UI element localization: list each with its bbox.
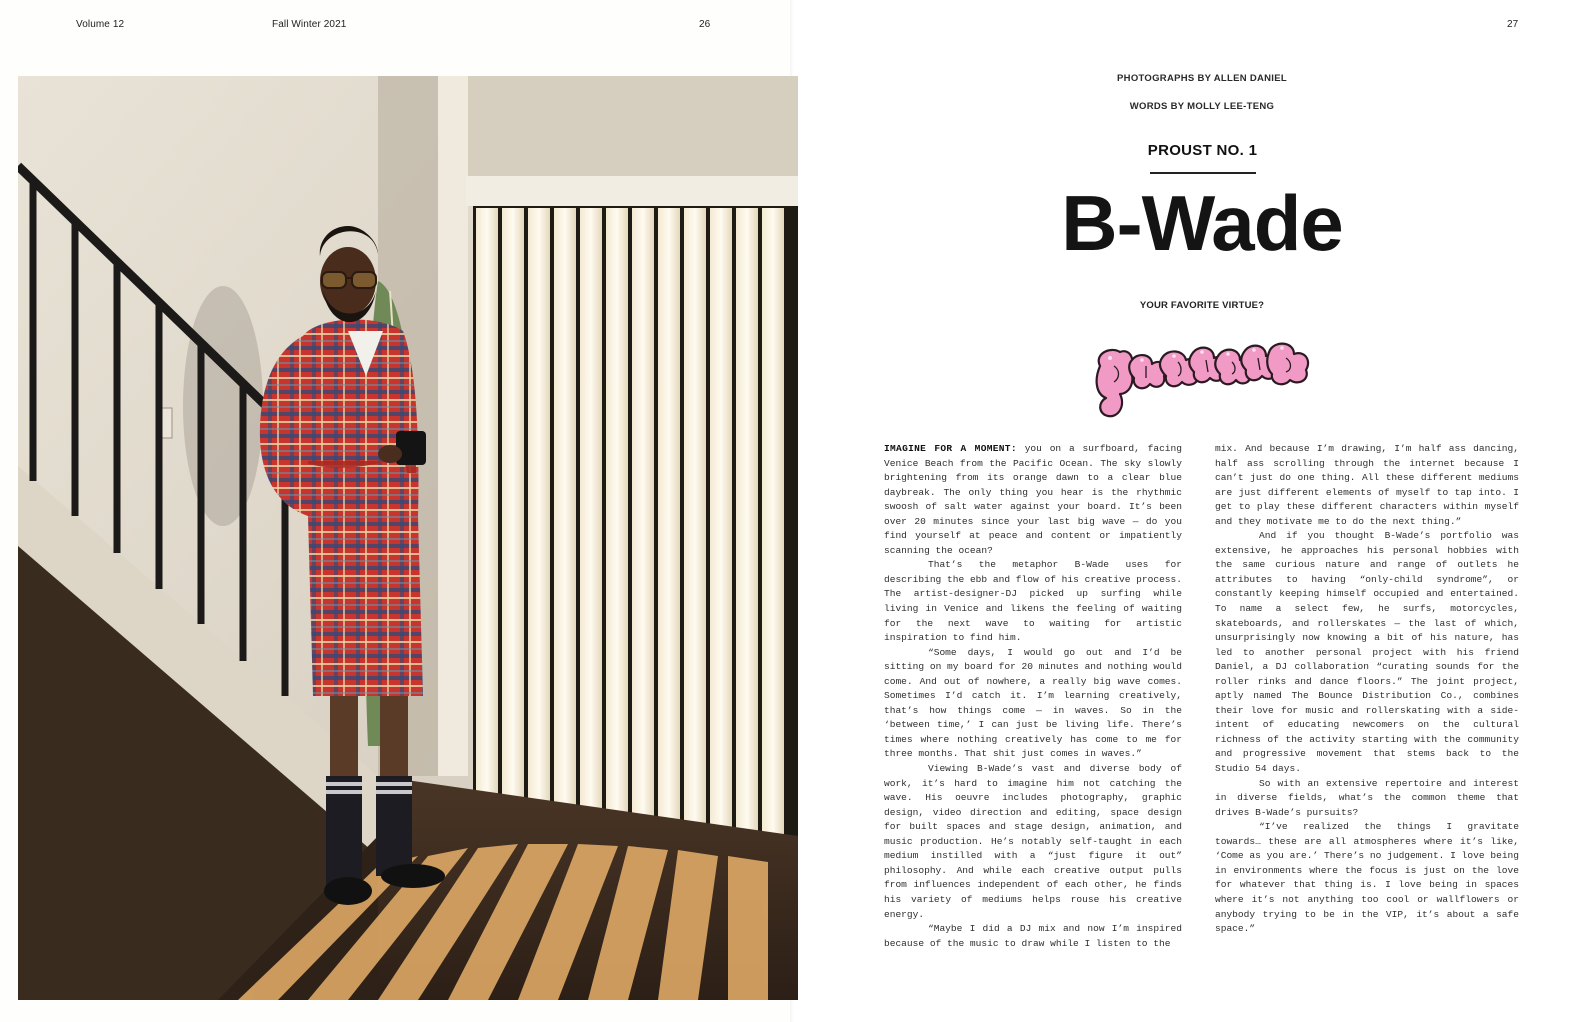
folio-volume: Volume 12 — [76, 19, 125, 30]
series-kicker: PROUST NO. 1 — [1147, 142, 1258, 159]
portrait-photo — [18, 76, 798, 1000]
paragraph: “Maybe I did a DJ mix and now I’m inspired because of the music to draw while I listen to the — [884, 923, 1182, 949]
paragraph — [884, 442, 1182, 558]
paragraph: “I’ve realized the things I gravitate towards… these are all atmospheres where it’s like, ‘Come as you are.’ There’s no judgement. I love being in environments where the focus is just on the love for whatever that thing is. I love being in spaces where it’s not anything too cool or wallflowers or anybody trying to be in the VIP, it’s about a safe space.” — [1215, 821, 1519, 935]
article-lead-in: IMAGINE FOR A MOMENT: — [884, 443, 1017, 454]
article-column-right — [1215, 442, 1519, 937]
paragraph: So with an extensive repertoire and interest in diverse fields, what’s the common theme that drives B-Wade’s pursuits? — [1215, 777, 1519, 818]
folio-page-left: 26 — [699, 19, 711, 30]
writer-credit: WORDS BY MOLLY LEE-TENG — [1129, 101, 1275, 112]
photo-credit: PHOTOGRAPHS BY ALLEN DANIEL — [1117, 73, 1287, 84]
folio-page-right: 27 — [1507, 19, 1519, 30]
paragraph: That’s the metaphor B-Wade uses for describing the ebb and flow of his creative process. The artist-designer-DJ picked up surfing while living in Venice and likens the feeling of waiting for the next wave to waiting for artistic inspiration to find him. — [884, 559, 1182, 644]
paragraph: “Some days, I would go out and I’d be sitting on my board for 20 minutes and nothing would come. And out of nowhere, a really big wave comes. Sometimes I’d catch it. I’m learning creatively, that’s how things come — in waves. So in the ‘between time,’ I can just be living life. There’s times where nothing creatively has come to me for three months. That shit just comes in waves.” — [884, 646, 1182, 760]
paragraph-text: you on a surfboard, facing Venice Beach from the Pacific Ocean. The sky slowly brightening from its orange dawn to a clear blue daybreak. The only thing you hear is the rhythmic swoosh of salt water against your board. It’s been over 20 minutes since your last big wave — do you find yourself at peace and content or impatiently scanning the ocean? — [884, 443, 1182, 556]
graffiti-lettering — [1090, 336, 1318, 422]
portrait-illustration — [18, 76, 798, 1000]
paragraph: Viewing B-Wade’s vast and diverse body of work, it’s hard to imagine him not catching the wave. His oeuvre includes photography, graphic design, video direction and editing, space design for built spaces and stage design, animation, and music production. He’s notably self-taught in each medium instilled with a “just figure it out” philosophy. And while each creative output pulls from influences independent of each other, he finds his variety of mediums helps rouse his creative energy. — [884, 763, 1182, 920]
paragraph: mix. And because I’m drawing, I’m half ass dancing, half ass scrolling through the internet because I can’t just do one thing. All these different mediums are just different elements of myself to tap into. I get to play these different characters within myself and they motivate me to do the next thing.” — [1215, 443, 1519, 527]
paragraph: And if you thought B-Wade’s portfolio was extensive, he approaches his personal hobbies with the same curious nature and range of outlets he attributes to having “only-child syndrome”, or constantly keeping himself occupied and entertained. To name a select few, he surfs, motorcycles, skateboards, and rollerskates — the last of which, unsurprisingly now knowing a bit of his nature, has led to another personal project with his friend Daniel, a DJ collaboration “curating sounds for the roller rinks and dance floors.” The joint project, aptly named The Bounce Distribution Co., combines their love for music and rollerskating with a side-intent of educating newcomers on the cultural richness of the activity starting with the community and progressive movement that stems back to the Studio 54 days. — [1215, 530, 1519, 775]
graffiti-answer-illustration — [1090, 336, 1318, 422]
kicker-underline — [1150, 172, 1256, 174]
folio-season: Fall Winter 2021 — [272, 19, 347, 30]
article-headline: B-Wade — [1061, 179, 1343, 267]
article-column-left — [884, 442, 1182, 951]
proust-question: YOUR FAVORITE VIRTUE? — [1139, 300, 1265, 311]
